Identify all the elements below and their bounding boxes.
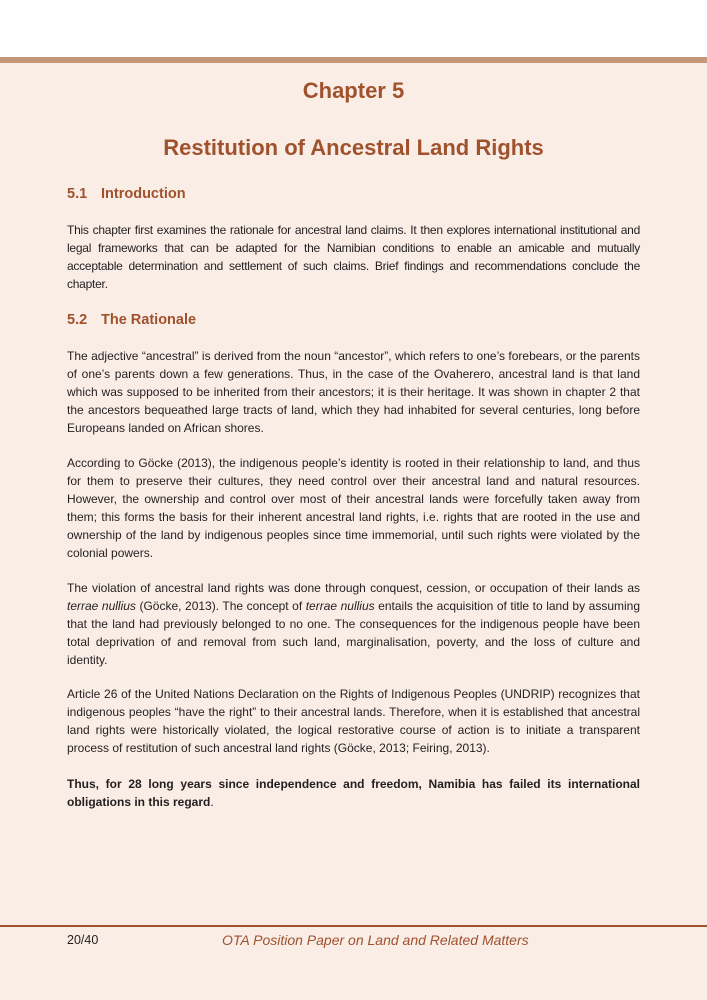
section-number: 5.2 <box>67 312 88 328</box>
top-rule <box>0 57 707 63</box>
paragraph-conclusion <box>67 776 640 812</box>
paragraph-text: The violation of ancestral land rights was done through conquest, cession, or occupation of their lands as <box>67 581 640 595</box>
latin-term: terrae nullius <box>305 598 375 613</box>
emphasis-text: Thus, for 28 long years since independence and freedom, Namibia has failed its international obligations in this regard <box>67 777 640 809</box>
paragraph-text: entails the acquisition of title to land by assuming that the land had previously belonged to no one. The consequences for the indigenous people have been total deprivation of and removal from such land, marginalisation, poverty, and the loss of culture and identity. <box>67 598 641 667</box>
paragraph-text: . <box>210 794 214 809</box>
section-number: 5.1 <box>67 186 88 202</box>
paragraph-ancestral-definition: The adjective “ancestral” is derived from the noun “ancestor”, which refers to one’s forebears, or the parents of one’s parents down a few generations. Thus, in the case of the Ovaherero, ancestral land is that land which was supposed to be inherited from their ancestors; it is their heritage. It was shown in chapter 2 that the ancestors bequeathed large tracts of land, which they had inhabited for several centuries, long before Europeans landed on African shores. <box>67 349 640 435</box>
chapter-label: Chapter 5 <box>302 78 405 103</box>
bottom-rule <box>0 925 707 927</box>
section-title: The Rationale <box>101 312 197 328</box>
page-number: 20/40 <box>67 933 99 947</box>
section-heading-rationale <box>67 312 196 328</box>
paragraph-gocke-identity: According to Göcke (2013), the indigenous people’s identity is rooted in their relationship to land, and thus for them to preserve their cultures, they need control over their ancestral land and natural resources. However, the ownership and control over most of their ancestral lands were forcefully taken away from them; this forms the basis for their inherent ancestral land rights, i.e. rights that are rooted in the use and ownership of the land by indigenous peoples since time immemorial, until such rights were violated by the colonial powers. <box>67 456 640 560</box>
chapter-title: Restitution of Ancestral Land Rights <box>163 135 544 160</box>
section-heading-introduction <box>67 186 186 202</box>
paragraph-violation <box>67 580 640 670</box>
paragraph-introduction: This chapter first examines the rationale for ancestral land claims. It then explores international institutional and legal frameworks that can be adapted for the Namibian conditions to enable an amicable and mutually acceptable determination and settlement of such claims. Brief findings and recommendations conclude the chapter. <box>67 223 640 291</box>
latin-term: terrae nullius <box>67 598 136 613</box>
footer-title: OTA Position Paper on Land and Related Matters <box>222 932 529 948</box>
section-title: Introduction <box>101 186 186 202</box>
paragraph-undrip: Article 26 of the United Nations Declaration on the Rights of Indigenous Peoples (UNDRIP) recognizes that indigenous peoples “have the right” to their ancestral lands. Therefore, when it is established that ancestral land rights were historically violated, the logical restorative course of action is to initiate a transparent process of restitution of such ancestral land rights (Göcke, 2013; Feiring, 2013). <box>67 687 640 755</box>
paragraph-text: (Göcke, 2013). The concept of <box>135 598 306 613</box>
